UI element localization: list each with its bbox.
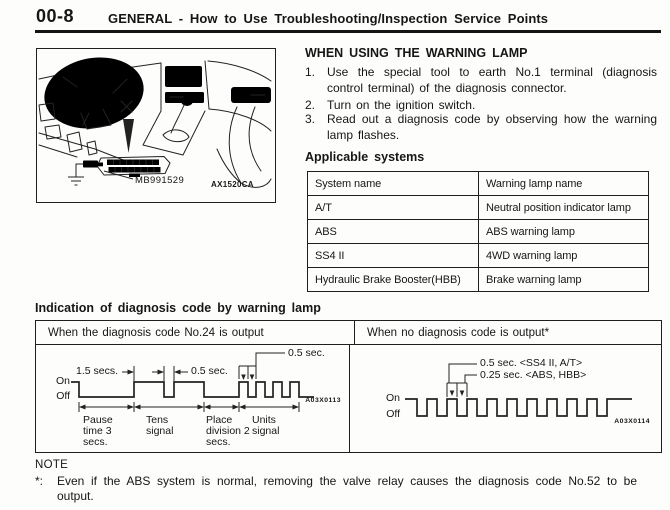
- lamp-name-cell: Brake warning lamp: [479, 268, 649, 292]
- system-name-cell: SS4 II: [308, 244, 479, 268]
- column-header-system: System name: [308, 172, 479, 196]
- note-text: Even if the ABS system is normal, removing the valve relay causes the diagnosis code No.52 to be output.: [57, 474, 637, 503]
- system-name-cell: Hydraulic Brake Booster(HBB): [308, 268, 479, 292]
- diagnosis-indication-table: [35, 320, 662, 453]
- dashboard-illustration: [36, 48, 276, 203]
- column-header-lamp: Warning lamp name: [479, 172, 649, 196]
- pointer-arrow-icon: [123, 119, 134, 153]
- step-number: 3.: [305, 112, 316, 126]
- page-title: GENERAL - How to Use Troubleshooting/Inspection Service Points: [108, 11, 549, 26]
- applicable-systems-table: [307, 171, 649, 292]
- dim-label-gap: 0.5 sec.: [191, 365, 228, 377]
- system-name-cell: A/T: [308, 196, 479, 220]
- off-label: Off: [386, 408, 400, 420]
- illustration-figure-code: AX1520CA: [211, 180, 254, 189]
- special-tool-drawing: [83, 161, 98, 168]
- table-header-row: [308, 172, 649, 196]
- segment-label-place: Place division 2 secs.: [206, 414, 250, 448]
- step-item: [305, 112, 657, 143]
- step-number: 1.: [305, 65, 316, 79]
- segment-label-pause: Pause time 3 secs.: [83, 414, 113, 448]
- segment-label-units: Units signal: [252, 414, 280, 437]
- on-label: On: [55, 375, 70, 387]
- step-number: 2.: [305, 98, 316, 112]
- table-row: [308, 220, 649, 244]
- applicable-systems-heading: Applicable systems: [305, 150, 425, 164]
- note-heading: NOTE: [35, 459, 69, 471]
- dim-label-tens: 1.5 secs.: [76, 365, 119, 377]
- waveform-panel-code24: [36, 345, 350, 452]
- off-label: Off: [56, 390, 70, 402]
- dim-label-units: 0.5 sec.: [288, 347, 325, 359]
- step-item: [305, 65, 657, 96]
- tool-part-number-label: MB991529: [135, 175, 185, 186]
- step-text: Read out a diagnosis code by observing how the warning lamp flashes.: [327, 112, 657, 142]
- waveform-figure-code: A03X0114: [614, 418, 650, 425]
- dim-label-abs-hbb: 0.25 sec. <ABS, HBB>: [480, 369, 587, 381]
- on-label: On: [385, 392, 400, 404]
- note-item: [35, 474, 647, 504]
- lamp-name-cell: 4WD warning lamp: [479, 244, 649, 268]
- lamp-name-cell: ABS warning lamp: [479, 220, 649, 244]
- waveform-figure-code: A03X0113: [305, 397, 341, 404]
- note-marker: *:: [35, 474, 44, 488]
- lamp-name-cell: Neutral position indicator lamp: [479, 196, 649, 220]
- diagnosis-table-header: [36, 321, 661, 345]
- header-rule: [35, 30, 661, 33]
- warning-lamp-heading: WHEN USING THE WARNING LAMP: [305, 46, 528, 60]
- ground-symbol-icon: [68, 177, 84, 185]
- segment-label-tens: Tens signal: [146, 414, 174, 437]
- table-row: [308, 268, 649, 292]
- panel-title-left: When the diagnosis code No.24 is output: [36, 321, 355, 344]
- step-text: Turn on the ignition switch.: [327, 98, 476, 112]
- table-row: [308, 196, 649, 220]
- table-row: [308, 244, 649, 268]
- system-name-cell: ABS: [308, 220, 479, 244]
- waveform-panel-nocode: [350, 345, 661, 452]
- dim-label-ss4-at: 0.5 sec. <SS4 II, A/T>: [480, 357, 583, 369]
- step-text: Use the special tool to earth No.1 terminal (diagnosis control terminal) of the diagnosis connector.: [327, 65, 657, 95]
- page-number: 00-8: [36, 6, 75, 26]
- panel-title-right: When no diagnosis code is output*: [367, 327, 550, 339]
- indication-heading: Indication of diagnosis code by warning lamp: [35, 301, 321, 315]
